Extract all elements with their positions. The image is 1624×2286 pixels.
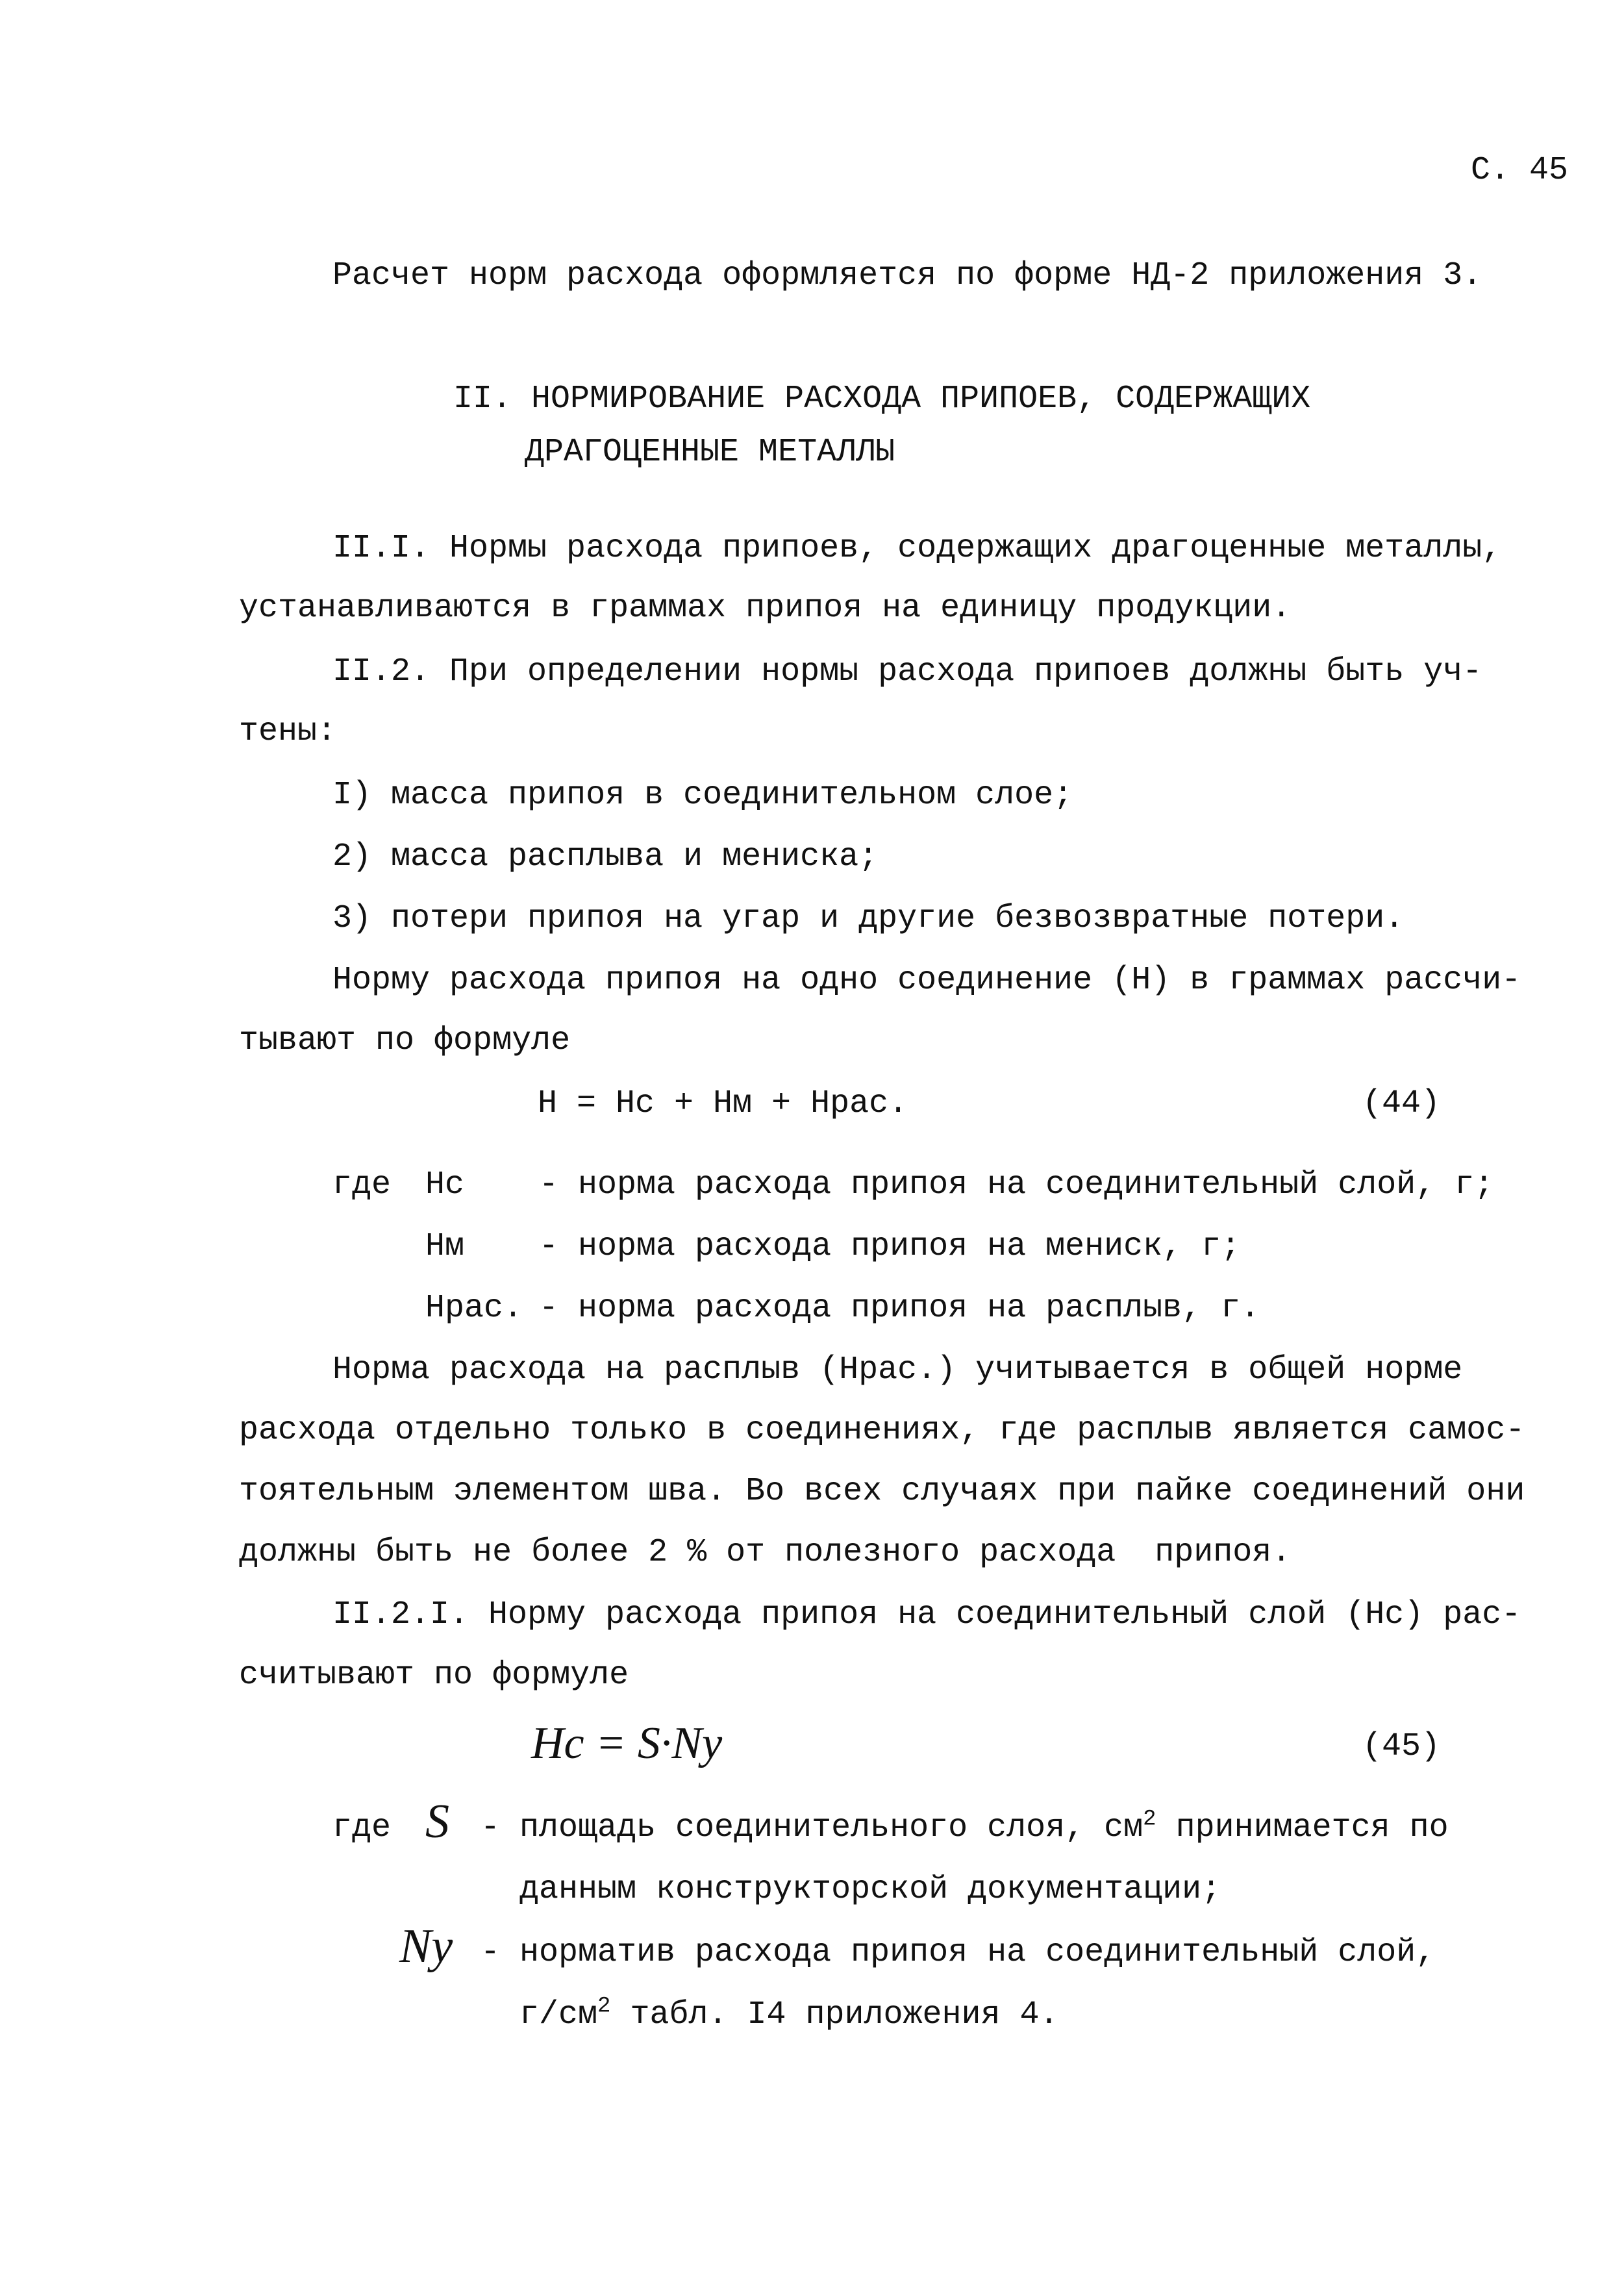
formula-45-dot: · [660,1718,672,1768]
formula-45-n: Ny [671,1718,723,1768]
defs-44-where: где [332,1166,392,1203]
defs-44-symbol-nras: Нрас. [425,1290,523,1327]
paragraph-norm-line-1: Норму расхода припоя на одно соединение (Н) в граммах рассчи- [332,962,1521,999]
defs-44-symbol-nc: Нс [425,1166,465,1203]
defs-45-desc-s-text: - площадь соединительного слоя, см [481,1809,1143,1846]
formula-45-s: S [637,1718,660,1768]
paragraph-11-2-line-2: тены: [239,713,337,750]
intro-line: Расчет норм расхода оформляется по форме НД-2 приложения 3. [332,257,1482,294]
defs-45-symbol-ny: Ny [399,1920,453,1973]
paragraph-11-2-line-1: II.2. При определении нормы расхода припоев должны быть уч- [332,653,1482,690]
defs-45-desc-ny-unit: г/см [519,1996,598,2033]
list-item-1: I) масса припоя в соединительном слое; [332,777,1073,814]
defs-45-desc-ny-tail: табл. I4 приложения 4. [610,1996,1059,2033]
defs-45-desc-s-line-2: данным конструкторской документации; [519,1871,1221,1908]
section-title-line-1: II. НОРМИРОВАНИЕ РАСХОДА ПРИПОЕВ, СОДЕРЖАЩИХ [453,381,1311,418]
formula-44-number: (44) [1362,1085,1441,1122]
paragraph-11-2-1-line-2: считывают по формуле [239,1657,629,1694]
defs-45-desc-s-line-1 [481,1807,1449,1846]
paragraph-spread-line-3: тоятельным элементом шва. Во всех случаях при пайке соединений они [239,1473,1525,1510]
defs-45-symbol-s: S [425,1795,449,1848]
paragraph-spread-line-2: расхода отдельно только в соединениях, где расплыв является самос- [239,1412,1525,1449]
defs-44-desc-nm: - норма расхода припоя на мениск, г; [539,1228,1241,1265]
paragraph-spread-line-4: должны быть не более 2 % от полезного расхода припоя. [239,1534,1292,1571]
paragraph-11-2-1-line-1: II.2.I. Норму расхода припоя на соединительный слой (Нс) рас- [332,1596,1521,1633]
paragraph-11-1-line-2: устанавливаются в граммах припоя на единицу продукции. [239,590,1292,627]
defs-45-desc-ny-superscript: 2 [597,1994,611,2019]
paragraph-11-1-line-1: II.I. Нормы расхода припоев, содержащих драгоценные металлы, [332,530,1502,567]
defs-45-desc-s-tail: принимается по [1156,1809,1449,1846]
list-item-2: 2) масса расплыва и мениска; [332,838,879,875]
defs-45-where: где [332,1809,392,1846]
formula-44: Н = Нс + Нм + Нрас. [538,1085,908,1122]
paragraph-spread-line-1: Норма расхода на расплыв (Нрас.) учитывается в общей норме [332,1351,1463,1388]
formula-45-number: (45) [1362,1728,1441,1765]
paragraph-norm-line-2: тывают по формуле [239,1022,571,1059]
formula-45 [531,1718,723,1768]
defs-45-desc-s-superscript: 2 [1143,1807,1156,1832]
list-item-3: 3) потери припоя на угар и другие безвозвратные потери. [332,900,1405,937]
defs-45-desc-ny-line-2 [519,1994,1059,2033]
defs-45-desc-ny-line-1: - норматив расхода припоя на соединительный слой, [481,1934,1436,1971]
defs-44-desc-nras: - норма расхода припоя на расплыв, г. [539,1290,1260,1327]
defs-44-desc-nc: - норма расхода припоя на соединительный слой, г; [539,1166,1494,1203]
formula-45-lhs: Hc [531,1718,584,1768]
section-title-line-2: ДРАГОЦЕННЫЕ МЕТАЛЛЫ [525,434,895,471]
formula-45-equals: = [595,1718,627,1768]
defs-44-symbol-nm: Нм [425,1228,465,1265]
page-number: С. 45 [1471,152,1569,189]
